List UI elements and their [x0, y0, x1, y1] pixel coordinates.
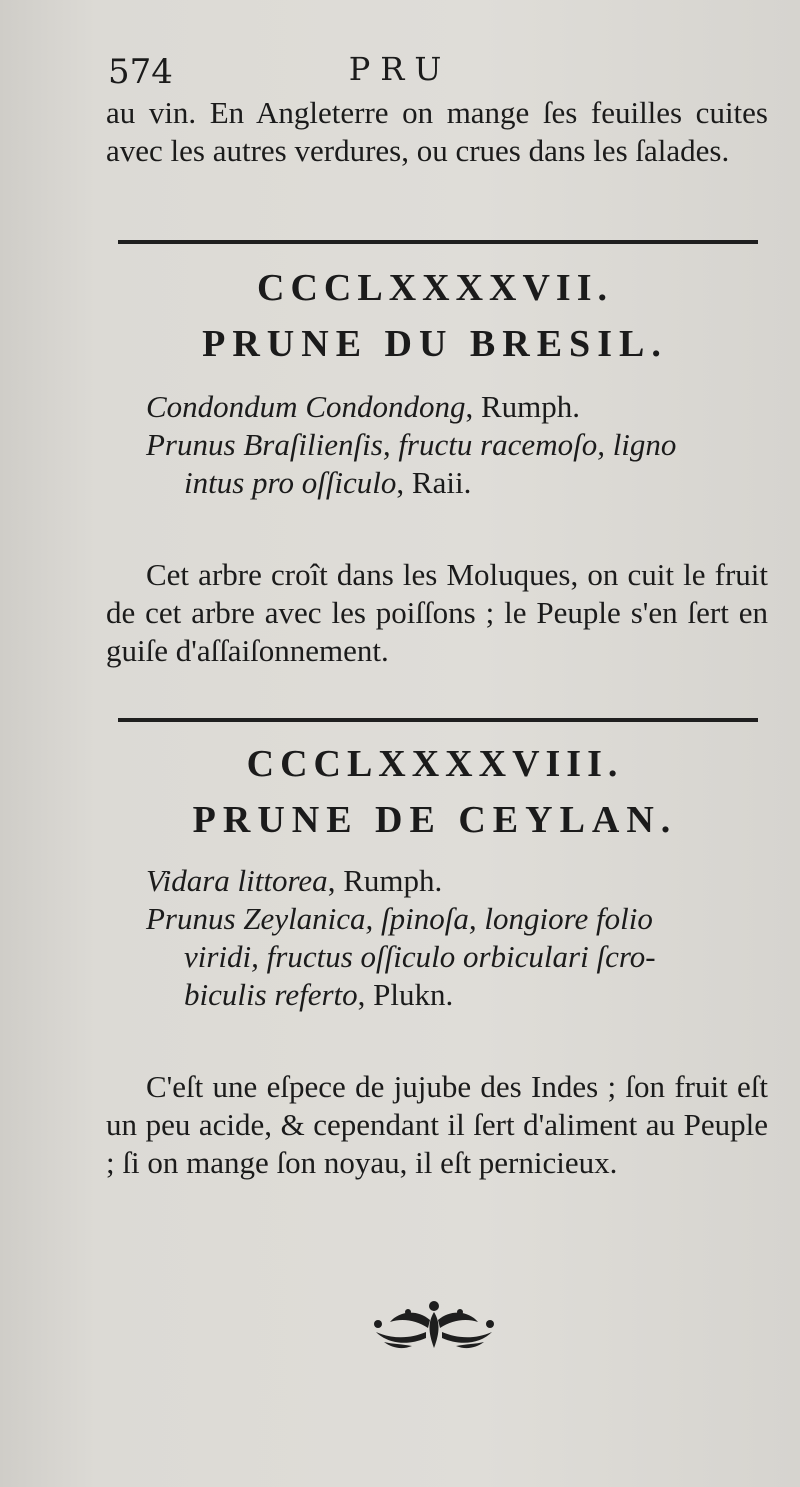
synonym-line [146, 388, 776, 426]
latin-name: Prunus Braſilienſis, fructu racemoſo, ligno [146, 427, 677, 462]
synonym-line [146, 426, 776, 464]
synonym-line [146, 900, 776, 938]
latin-name-cont: intus pro oſſiculo [184, 465, 397, 500]
entry-title: PRUNE DU BRESIL. [202, 323, 668, 365]
latin-name: Prunus Zeylanica, ſpinoſa, longiore folio [146, 901, 653, 936]
entry-description: C'eſt une eſpece de jujube des Indes ; ſon fruit eſt un peu acide, & cependant il ſert d'aliment au Peuple ; ſi on mange ſon noyau, il eſt pernicieux. [106, 1069, 768, 1180]
synonym-list [146, 388, 776, 502]
author-citation: , Rumph. [465, 389, 581, 424]
synonym-line-continued [146, 464, 776, 502]
author-citation: , Rumph. [327, 863, 443, 898]
author-citation: , Plukn. [357, 977, 454, 1012]
synonym-line-continued [146, 976, 776, 1014]
latin-name: Condondum Condondong [146, 389, 466, 424]
entry-number: CCCLXXXXVIII. [246, 743, 624, 785]
running-head [0, 46, 800, 96]
entry-description: Cet arbre croît dans les Moluques, on cuit le fruit de cet arbre avec les poiſſons ; le Peuple s'en ſert en guiſe d'aſſaiſonnement. [106, 557, 768, 668]
section-rule [118, 240, 758, 244]
synonym-line-continued [146, 938, 776, 976]
running-title: PRU [348, 50, 452, 88]
latin-name-cont: viridi, fructus oſſiculo orbiculari ſcro- [184, 939, 656, 974]
latin-name: Vidara littorea [146, 863, 328, 898]
intro-paragraph: au vin. En Angleterre on mange ſes feuilles cuites avec les autres verdures, ou crues dans les ſalades. [106, 95, 768, 168]
synonym-list [146, 862, 776, 1014]
entry-number: CCCLXXXXVII. [257, 267, 613, 309]
floral-tailpiece-ornament-icon [368, 1298, 500, 1354]
page-number: 574 [108, 52, 173, 92]
latin-name-cont: biculis referto [184, 977, 358, 1012]
section-rule [118, 718, 758, 722]
author-citation: , Raii. [396, 465, 472, 500]
entry-title: PRUNE DE CEYLAN. [192, 799, 678, 841]
synonym-line [146, 862, 776, 900]
